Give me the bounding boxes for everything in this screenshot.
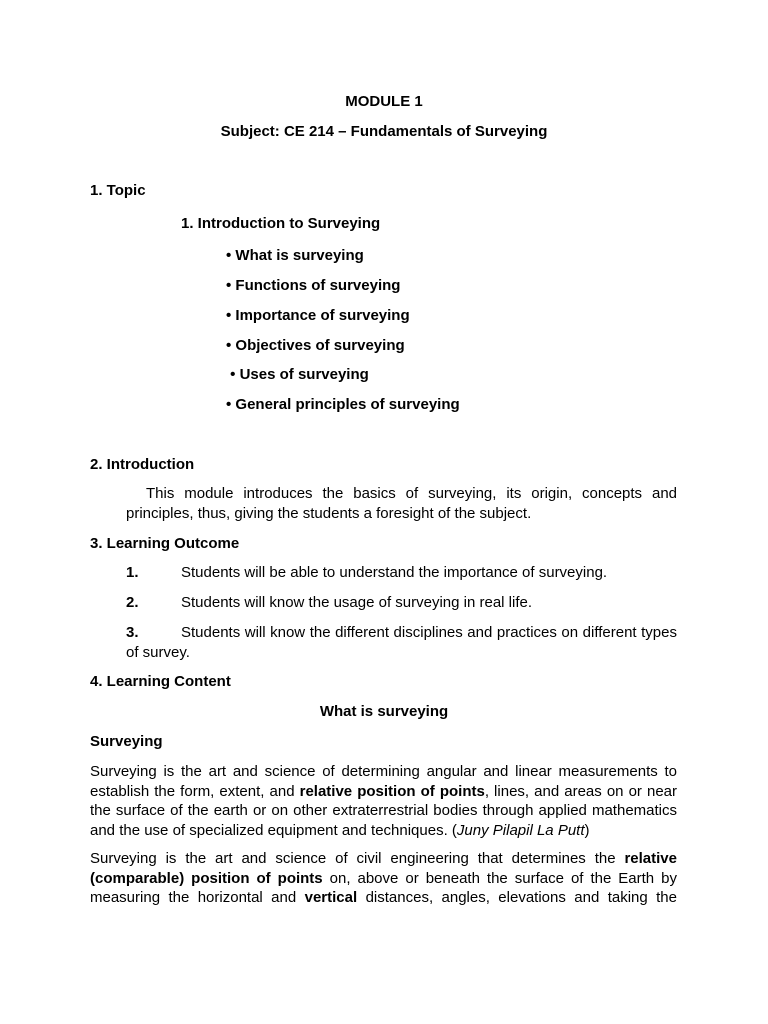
outcome-number: 1. [126,564,139,581]
topic-heading: 1. Topic [90,182,146,199]
emphasis-text: relative position of points [299,782,485,800]
author-citation: Juny Pilapil La Putt [456,821,585,839]
subject-title: Subject: CE 214 – Fundamentals of Surveying [220,123,548,140]
paragraph-text: ) [584,821,590,839]
topic-bullet: • General principles of surveying [226,396,460,413]
subtopic-heading: 1. Introduction to Surveying [181,215,381,232]
outcome-number: 3. [126,624,139,641]
outcome-item [126,623,677,662]
paragraph-text: distances, angles, elevations and taking the [357,889,677,906]
outcome-number: 2. [126,594,139,611]
topic-bullet: • Functions of surveying [226,277,401,294]
outcome-item [126,563,677,583]
section-title: What is surveying [319,703,449,720]
paragraph-text: on, above or beneath the surface of the Earth by measuring the horizontal and [90,869,677,906]
emphasis-text: vertical [304,889,358,906]
outcome-text: Students will know the different disciplines and practices on different types of survey. [126,624,677,661]
introduction-heading: 2. Introduction [90,456,195,473]
module-title: MODULE 1 [345,93,423,110]
learning-content-heading: 4. Learning Content [90,673,231,690]
paragraph-text: Surveying is the art and science of civil engineering that determines the [90,850,625,867]
topic-bullet: • Uses of surveying [226,366,369,383]
emphasis-text: relative (comparable) position of points [90,850,677,887]
topic-bullet: • What is surveying [226,247,364,264]
introduction-text: This module introduces the basics of surveying, its origin, concepts and principles, thus, giving the students a foresight of the subject. [126,485,677,522]
topic-bullet: • Objectives of surveying [226,337,405,354]
learning-outcome-heading: 3. Learning Outcome [90,535,240,552]
surveying-subheading: Surveying [90,733,163,750]
outcome-text: Students will be able to understand the importance of surveying. [181,564,608,581]
paragraph-text: , lines, and areas on or near the surface of the earth or on other extraterrestrial bodies through applied mathematics and the use of specialized equipment and techniques. ( [90,782,677,839]
paragraph-text: Surveying is the art and science of determining angular and linear measurements to establish the form, extent, and [90,763,677,800]
outcome-item [126,593,677,613]
definition-paragraph-2 [90,849,677,908]
definition-paragraph-1 [90,762,677,840]
outcome-text: Students will know the usage of surveying in real life. [181,594,533,611]
topic-bullet: • Importance of surveying [226,307,410,324]
